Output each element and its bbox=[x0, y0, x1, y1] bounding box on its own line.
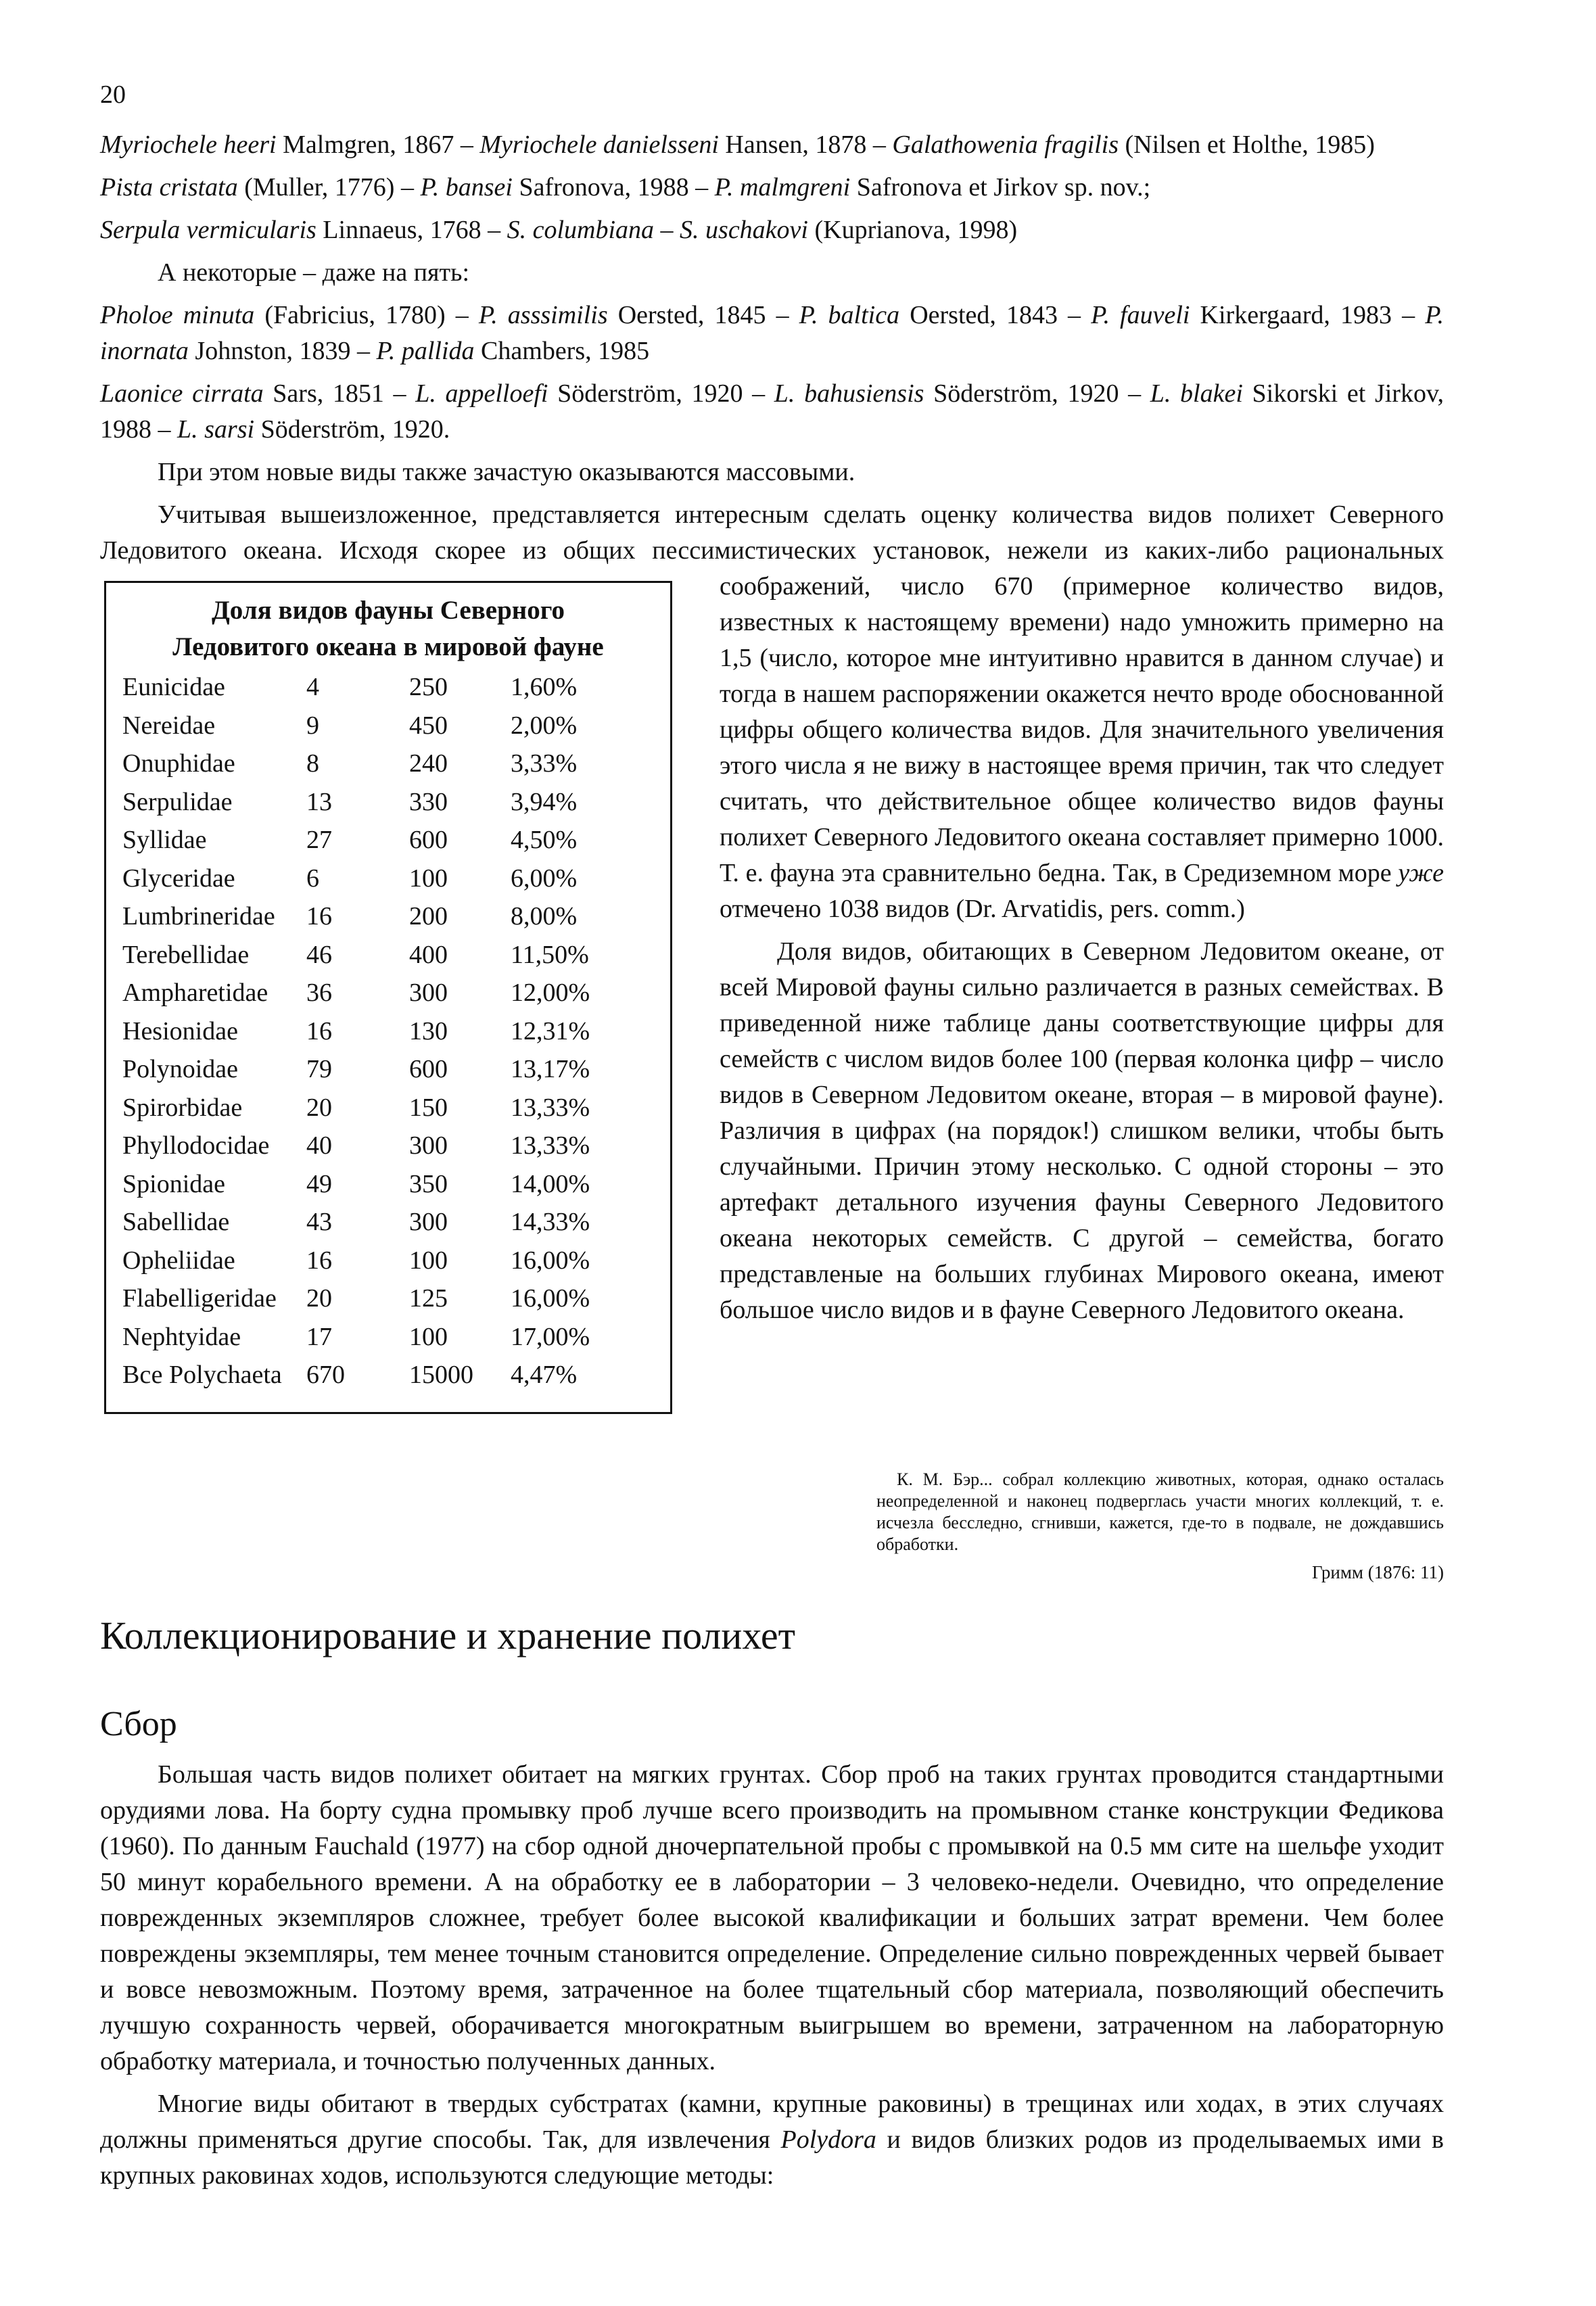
table-row bbox=[106, 1165, 670, 1204]
table-row bbox=[106, 1089, 670, 1127]
arctic-species-count: 16 bbox=[306, 902, 332, 931]
share-percent: 13,33% bbox=[511, 1093, 590, 1122]
share-percent: 4,47% bbox=[511, 1361, 578, 1389]
family-name: Spirorbidae bbox=[122, 1093, 243, 1122]
italic-text: S. columbiana bbox=[507, 216, 655, 244]
species-line bbox=[100, 127, 1444, 163]
arctic-species-count: 4 bbox=[306, 673, 319, 701]
text: Учитывая вышеизложенное, представляется интересным сделать оценку количества видов полихет Северного Ледовитого океана. Исходя скорее из общих пессимистических установок, нежели из каких-либо рациональных соображений, число 670 (примерное количество видов, известных к настоящему времени) надо умножить примерно на 1,5 (число, которое мне интуитивно нравится в данном случае) и тогда в нашем распоряжении окажется нечто вроде обоснованной цифры общего количества видов. Для значительного увеличения этого числа я не вижу в настоящее время причин, так что следует считать, что действительное общее количество видов фауны полихет Северного Ледовитого океана составляет примерно 1000. Т. е. фауна эта сравнительно бедна. Так, в Средиземном море bbox=[100, 500, 1444, 887]
arctic-species-count: 8 bbox=[306, 749, 319, 778]
text: отмечено 1038 видов (Dr. Arvatidis, pers. comm.) bbox=[720, 895, 1245, 923]
family-name: Serpulidae bbox=[122, 787, 233, 816]
text: (Kuprianova, 1998) bbox=[807, 216, 1018, 244]
italic-text: Polydora bbox=[780, 2125, 876, 2154]
arctic-species-count: 16 bbox=[306, 1246, 332, 1275]
text: Safronova et Jirkov sp. nov.; bbox=[850, 173, 1151, 202]
share-percent: 13,33% bbox=[511, 1131, 590, 1160]
world-species-count: 350 bbox=[409, 1169, 448, 1198]
italic-text: P. bansei bbox=[420, 173, 513, 202]
paragraph-mass: При этом новые виды также зачастую оказываются массовыми. bbox=[158, 458, 855, 486]
paragraph-share: Доля видов, обитающих в Северном Ледовитом океане, от всей Мировой фауны сильно различается в разных семействах. В приведенной ниже таблице даны соответствующие цифры для семейств с числом видов более 100 (первая колонка цифр – число видов в Северном Ледовитом океане, вторая – в мировой фауне). Различия в цифрах (на порядок!) слишком велики, чтобы быть случайными. Причин этому несколько. С одной стороны – это артефакт детального изучения фауны Северного Ледовитого океана некоторых семейств. С другой – семейства, богато представленые на больших глубинах Мирового океана, имеют большое число видов и в фауне Северного Ледовитого океана. bbox=[720, 937, 1444, 1324]
arctic-species-count: 36 bbox=[306, 979, 332, 1007]
arctic-species-count: 13 bbox=[306, 787, 332, 816]
family-name: Flabelligeridae bbox=[122, 1284, 277, 1313]
table-title: Ледовитого океана в мировой фауне bbox=[172, 632, 604, 661]
arctic-species-count: 46 bbox=[306, 940, 332, 969]
world-species-count: 200 bbox=[409, 902, 448, 931]
family-name: Все Polychaeta bbox=[122, 1361, 282, 1389]
family-name: Glyceridae bbox=[122, 864, 235, 893]
species-line bbox=[100, 376, 1444, 448]
text: (Nilsen et Holthe, 1985) bbox=[1119, 131, 1375, 159]
text: Hansen, 1878 – bbox=[718, 131, 893, 159]
five-intro: А некоторые – даже на пять: bbox=[158, 258, 470, 287]
arctic-species-count: 17 bbox=[306, 1322, 332, 1351]
family-name: Opheliidae bbox=[122, 1246, 235, 1275]
share-table bbox=[104, 581, 672, 1414]
section-heading: Коллекционирование и хранение полихет bbox=[100, 1614, 795, 1657]
species-line bbox=[100, 170, 1444, 206]
text: Johnston, 1839 – bbox=[188, 337, 377, 365]
arctic-species-count: 670 bbox=[306, 1361, 345, 1389]
arctic-species-count: 6 bbox=[306, 864, 319, 893]
family-name: Terebellidae bbox=[122, 940, 250, 969]
italic-text: P. inornata bbox=[100, 301, 1445, 365]
table-row bbox=[106, 1318, 670, 1357]
table-row bbox=[106, 974, 670, 1012]
arctic-species-count: 20 bbox=[306, 1284, 332, 1313]
text: Malmgren, 1867 – bbox=[276, 131, 480, 159]
family-name: Polynoidae bbox=[122, 1055, 238, 1083]
table-row bbox=[106, 897, 670, 936]
world-species-count: 15000 bbox=[409, 1361, 473, 1389]
share-percent: 4,50% bbox=[511, 826, 578, 854]
body-paragraph bbox=[100, 2086, 1444, 2194]
share-percent: 2,00% bbox=[511, 711, 578, 740]
table-row bbox=[106, 1279, 670, 1318]
world-species-count: 150 bbox=[409, 1093, 448, 1122]
table-row bbox=[106, 860, 670, 898]
epigraph bbox=[876, 1469, 1444, 1583]
share-percent: 1,60% bbox=[511, 673, 578, 701]
world-species-count: 240 bbox=[409, 749, 448, 778]
italic-text: Pholoe minuta bbox=[100, 301, 255, 329]
family-name: Eunicidae bbox=[122, 673, 225, 701]
family-name: Syllidae bbox=[122, 826, 207, 854]
italic-text: L. sarsi bbox=[177, 415, 255, 444]
italic-text: P. asssimilis bbox=[478, 301, 608, 329]
italic-text: L. blakei bbox=[1150, 379, 1243, 408]
table-row bbox=[106, 1012, 670, 1051]
arctic-species-count: 40 bbox=[306, 1131, 332, 1160]
text: Sikorski et Jirkov, 1988 – bbox=[100, 379, 1444, 444]
share-percent: 11,50% bbox=[511, 940, 589, 969]
italic-text: L. appelloefi bbox=[415, 379, 548, 408]
table-row bbox=[106, 745, 670, 783]
table-row bbox=[106, 1203, 670, 1242]
share-percent: 3,33% bbox=[511, 749, 578, 778]
family-name: Ampharetidae bbox=[122, 979, 268, 1007]
table-row bbox=[106, 821, 670, 860]
world-species-count: 300 bbox=[409, 979, 448, 1007]
share-percent: 17,00% bbox=[511, 1322, 590, 1351]
family-name: Phyllodocidae bbox=[122, 1131, 270, 1160]
italic-text: Myriochele heeri bbox=[100, 131, 277, 159]
world-species-count: 300 bbox=[409, 1208, 448, 1236]
share-percent: 16,00% bbox=[511, 1246, 590, 1275]
italic-text: уже bbox=[1398, 859, 1444, 887]
italic-text: S. uschakovi bbox=[680, 216, 808, 244]
family-name: Sabellidae bbox=[122, 1208, 230, 1236]
text: и видов близких родов из проделываемых ими в крупных раковинах ходов, используются следующие методы: bbox=[100, 2125, 1444, 2190]
share-percent: 6,00% bbox=[511, 864, 578, 893]
table-row bbox=[106, 1242, 670, 1280]
arctic-species-count: 27 bbox=[306, 826, 332, 854]
share-percent: 8,00% bbox=[511, 902, 578, 931]
italic-text: L. bahusiensis bbox=[774, 379, 924, 408]
italic-text: Myriochele danielsseni bbox=[479, 131, 719, 159]
arctic-species-count: 9 bbox=[306, 711, 319, 740]
world-species-count: 450 bbox=[409, 711, 448, 740]
world-species-count: 330 bbox=[409, 787, 448, 816]
world-species-count: 100 bbox=[409, 1322, 448, 1351]
world-species-count: 600 bbox=[409, 826, 448, 854]
arctic-species-count: 16 bbox=[306, 1016, 332, 1045]
text: Oersted, 1843 – bbox=[899, 301, 1092, 329]
text: Söderström, 1920 – bbox=[924, 379, 1150, 408]
text: Söderström, 1920. bbox=[254, 415, 450, 444]
share-percent: 14,00% bbox=[511, 1169, 590, 1198]
species-line bbox=[100, 298, 1444, 369]
italic-text: Galathowenia fragilis bbox=[892, 131, 1119, 159]
epigraph-source: Гримм (1876: 11) bbox=[1311, 1562, 1444, 1582]
share-percent: 13,17% bbox=[511, 1055, 590, 1083]
text: Linnaeus, 1768 – bbox=[316, 216, 507, 244]
italic-text: Serpula vermicularis bbox=[100, 216, 316, 244]
arctic-species-count: 20 bbox=[306, 1093, 332, 1122]
share-percent: 14,33% bbox=[511, 1208, 590, 1236]
text: (Muller, 1776) – bbox=[237, 173, 421, 202]
text: Oersted, 1845 – bbox=[607, 301, 799, 329]
table-row bbox=[106, 936, 670, 974]
share-percent: 3,94% bbox=[511, 787, 578, 816]
text: Safronova, 1988 – bbox=[512, 173, 715, 202]
estimate-section bbox=[100, 497, 1444, 1389]
text: Sars, 1851 – bbox=[263, 379, 416, 408]
share-percent: 12,00% bbox=[511, 979, 590, 1007]
world-species-count: 300 bbox=[409, 1131, 448, 1160]
table-row bbox=[106, 707, 670, 745]
table-row bbox=[106, 1356, 670, 1394]
main-text-block bbox=[100, 127, 1444, 1421]
page-number: 20 bbox=[100, 80, 126, 109]
text: – bbox=[654, 216, 680, 244]
family-name: Onuphidae bbox=[122, 749, 235, 778]
italic-text: P. pallida bbox=[376, 337, 475, 365]
italic-text: P. baltica bbox=[799, 301, 900, 329]
text: Chambers, 1985 bbox=[474, 337, 650, 365]
table-row bbox=[106, 1050, 670, 1089]
italic-text: P. malmgreni bbox=[714, 173, 851, 202]
text: Söderström, 1920 – bbox=[548, 379, 774, 408]
table-title: Доля видов фауны Северного bbox=[211, 596, 565, 625]
share-percent: 16,00% bbox=[511, 1284, 590, 1313]
epigraph-text: К. М. Бэр... собрал коллекцию животных, которая, однако осталась неопределенной и наконец подверглась участи многих коллекций, т. е. исчезла бесследно, сгнивши, кажется, где-то в подвале, не дождавшись обработки. bbox=[876, 1469, 1444, 1554]
table-row bbox=[106, 1127, 670, 1165]
text: (Fabricius, 1780) – bbox=[254, 301, 479, 329]
family-name: Lumbrineridae bbox=[122, 902, 275, 931]
text: Kirkergaard, 1983 – bbox=[1190, 301, 1426, 329]
family-name: Nereidae bbox=[122, 711, 216, 740]
family-name: Nephtyidae bbox=[122, 1322, 241, 1351]
arctic-species-count: 43 bbox=[306, 1208, 332, 1236]
arctic-species-count: 79 bbox=[306, 1055, 332, 1083]
world-species-count: 130 bbox=[409, 1016, 448, 1045]
world-species-count: 100 bbox=[409, 864, 448, 893]
world-species-count: 250 bbox=[409, 673, 448, 701]
sbor-text bbox=[100, 1757, 1444, 2194]
species-line bbox=[100, 212, 1444, 248]
italic-text: P. fauveli bbox=[1091, 301, 1190, 329]
text: Многие виды обитают в твердых субстратах (камни, крупные раковины) в трещинах или ходах, в этих случаях должны применяться другие способы. Так, для извлечения bbox=[100, 2090, 1444, 2154]
arctic-species-count: 49 bbox=[306, 1169, 332, 1198]
italic-text: Pista cristata bbox=[100, 173, 238, 202]
table-row bbox=[106, 783, 670, 822]
world-species-count: 600 bbox=[409, 1055, 448, 1083]
share-percent: 12,31% bbox=[511, 1016, 590, 1045]
italic-text: Laonice cirrata bbox=[100, 379, 264, 408]
world-species-count: 125 bbox=[409, 1284, 448, 1313]
world-species-count: 400 bbox=[409, 940, 448, 969]
table-row bbox=[106, 668, 670, 707]
subsection-heading: Сбор bbox=[100, 1705, 177, 1743]
table-body bbox=[106, 668, 670, 1394]
family-name: Hesionidae bbox=[122, 1016, 238, 1045]
body-paragraph: Большая часть видов полихет обитает на мягких грунтах. Сбор проб на таких грунтах проводится стандартными орудиями лова. На борту судна промывку проб лучше всего производить на промывном станке конструкции Федикова (1960). По данным Fauchald (1977) на сбор одной дночерпательной пробы с промывкой на 0.5 мм сите на шельфе уходит 50 минут корабельного времени. А на обработку ее в лаборатории – 3 человеко-недели. Очевидно, что определение поврежденных экземпляров сложнее, требует более высокой квалификации и больших затрат времени. Чем более повреждены экземпляры, тем менее точным становится определение. Определение сильно поврежденных червей бывает и вовсе невозможным. Поэтому время, затраченное на более тщательный сбор материала, позволяющий обеспечить лучшую сохранность червей, оборачивается многократным выигрышем во времени, затраченном на лабораторную обработку материала, и точностью полученных данных. bbox=[100, 1760, 1444, 2075]
world-species-count: 100 bbox=[409, 1246, 448, 1275]
family-name: Spionidae bbox=[122, 1169, 225, 1198]
